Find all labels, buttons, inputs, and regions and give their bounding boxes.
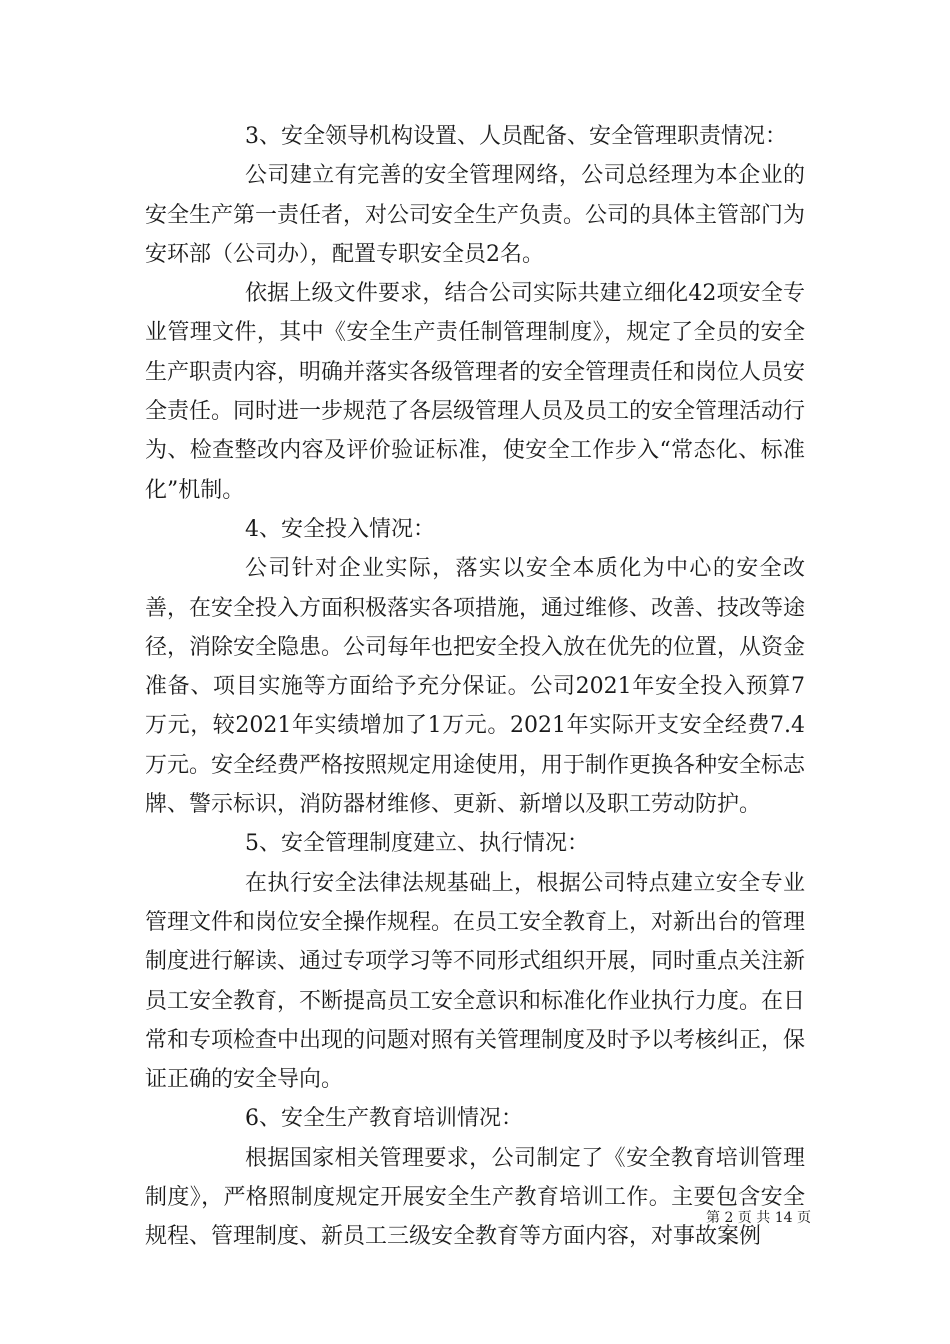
section-heading-3: 3、安全领导机构设置、人员配备、安全管理职责情况： [245,124,787,149]
paragraph: 根据国家相关管理要求，公司制定了《安全教育培训管理制度》，严格照制度规定开展安全生产教育培训工作。主要包含安全规程、管理制度、新员工三级安全教育等方面内容，对事故案例 [145,1145,805,1250]
page-number-footer: 第 2 页 共 14 页 [706,1210,811,1226]
document-body [145,117,805,1257]
section-heading-4: 4、安全投入情况： [245,516,435,542]
paragraph: 公司建立有完善的安全管理网络，公司总经理为本企业的安全生产第一责任者，对公司安全生产负责。公司的具体主管部门为安环部（公司办），配置专职安全员2名。 [145,163,806,267]
paragraph: 在执行安全法律法规基础上，根据公司特点建立安全专业管理文件和岗位安全操作规程。在员工安全教育上，对新出台的管理制度进行解读、通过专项学习等不同形式组织开展，同时重点关注新员工安全教育，不断提高员工安全意识和标准化作业执行力度。在日常和专项检查中出现的问题对照有关管理制度及时予以考核纠正，保证正确的安全导向。 [145,870,806,1093]
section-heading-6: 6、安全生产教育培训情况： [245,1106,523,1132]
paragraph: 依据上级文件要求，结合公司实际共建立细化42项安全专业管理文件，其中《安全生产责任制管理制度》，规定了全员的安全生产职责内容，明确并落实各级管理者的安全管理责任和岗位人员安全责任。同时进一步规范了各层级管理人员及员工的安全管理活动行为、检查整改内容及评价验证标准，使安全工作步入“常态化、标准化”机制。 [145,281,806,503]
paragraph: 公司针对企业实际，落实以安全本质化为中心的安全改善，在安全投入方面积极落实各项措施，通过维修、改善、技改等途径，消除安全隐患。公司每年也把安全投入放在优先的位置，从资金准备、项目实施等方面给予充分保证。公司2021年安全投入预算7万元，较2021年实绩增加了1万元。2021年实际开支安全经费7.4万元。安全经费严格按照规定用途使用，用于制作更换各种安全标志牌、警示标识，消防器材维修、更新、新增以及职工劳动防护。 [145,556,806,818]
section-heading-5: 5、安全管理制度建立、执行情况： [245,831,589,857]
